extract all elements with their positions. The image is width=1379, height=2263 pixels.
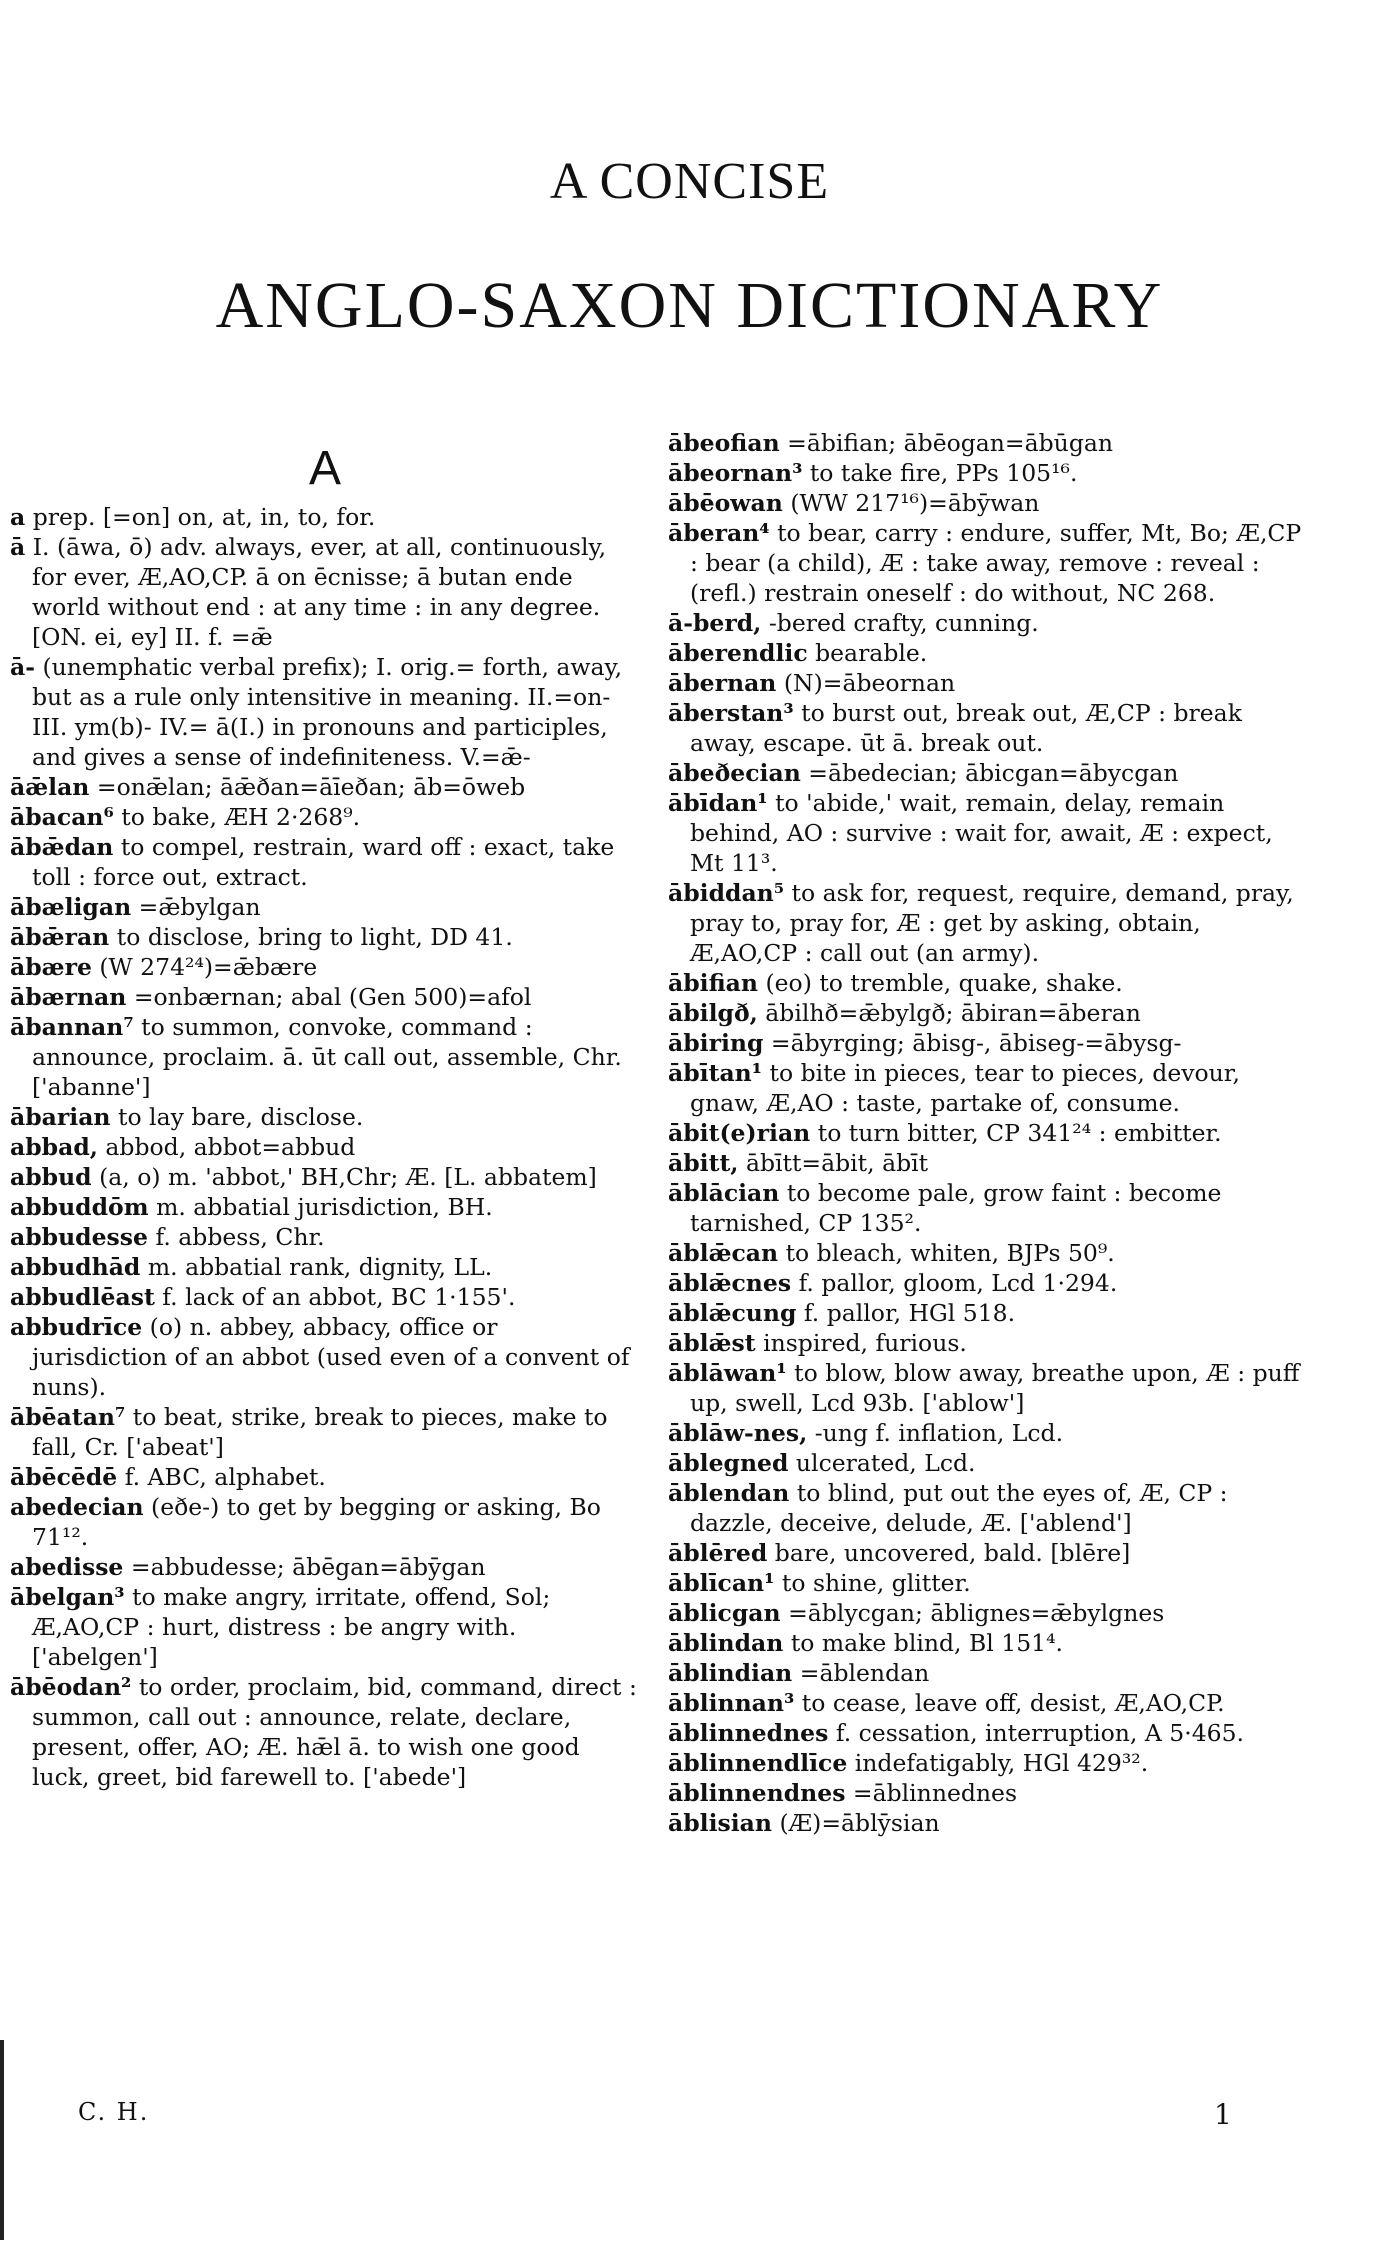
entry-headword: āblǣcung	[668, 1299, 797, 1327]
entry-definition: to blind, put out the eyes of, Æ, CP : dazzle, deceive, delude, Æ. ['ablend']	[690, 1479, 1228, 1537]
entry-definition: I. (āwa, ō) adv. always, ever, at all, continuously, for ever, Æ,AO,CP. ā on ēcnisse; ā butan ende world without end : at any time : in any degree. [ON. ei, ey] II. f. =ǣ	[32, 533, 607, 651]
entry-headword: ābēcēdē	[10, 1463, 118, 1491]
dictionary-entry	[668, 428, 1303, 458]
entry-definition: =ǣbylgan	[138, 893, 261, 921]
entry-headword: āblinnan³	[668, 1689, 795, 1717]
dictionary-entry	[668, 638, 1303, 668]
entry-headword: ābiddan⁵	[668, 879, 785, 907]
entry-headword: āblēred	[668, 1539, 768, 1567]
dictionary-entry	[10, 1282, 640, 1312]
entry-definition: (a, o) m. 'abbot,' BH,Chr; Æ. [L. abbatem]	[99, 1163, 597, 1191]
entry-definition: to compel, restrain, ward off : exact, take toll : force out, extract.	[32, 833, 615, 891]
entry-headword: abbudlēast	[10, 1283, 155, 1311]
entry-headword: ābilgð,	[668, 999, 758, 1027]
dictionary-entry	[668, 698, 1303, 758]
entry-definition: f. pallor, HGl 518.	[803, 1299, 1016, 1327]
dictionary-entry	[668, 1658, 1303, 1688]
entry-headword: āberendlic	[668, 639, 808, 667]
entry-definition: to order, proclaim, bid, command, direct : summon, call out : announce, relate, declare, present, offer, AO; Æ. hǣl ā. to wish one good luck, greet, bid farewell to. ['abede']	[32, 1673, 637, 1791]
entry-definition: prep. [=on] on, at, in, to, for.	[32, 503, 376, 531]
dictionary-entry	[10, 1012, 640, 1102]
entry-definition: f. ABC, alphabet.	[124, 1463, 326, 1491]
entry-definition: (eo) to tremble, quake, shake.	[765, 969, 1123, 997]
entry-definition: to ask for, request, require, demand, pray, pray to, pray for, Æ : get by asking, obtain, Æ,AO,CP : call out (an army).	[690, 879, 1294, 967]
entry-headword: āǣlan	[10, 773, 90, 801]
entry-headword: ābitt,	[668, 1149, 739, 1177]
entry-definition: f. cessation, interruption, A 5·465.	[835, 1719, 1245, 1747]
entry-headword: āblinnendlīce	[668, 1749, 848, 1777]
dictionary-entry	[10, 982, 640, 1012]
entry-headword: ābærnan	[10, 983, 127, 1011]
entry-headword: ā-	[10, 653, 35, 681]
entry-headword: āblindan	[668, 1629, 784, 1657]
entry-headword: ābīdan¹	[668, 789, 768, 817]
dictionary-entry	[668, 1238, 1303, 1268]
entry-definition: to shine, glitter.	[781, 1569, 971, 1597]
entry-headword: ābeofian	[668, 429, 780, 457]
entry-definition: (WW 217¹⁶)=ābȳwan	[790, 489, 1040, 517]
dictionary-entry	[10, 1492, 640, 1552]
entry-headword: āblegned	[668, 1449, 789, 1477]
entry-definition: to summon, convoke, command : announce, proclaim. ā. ūt call out, assemble, Chr. ['abanne']	[32, 1013, 622, 1101]
entry-headword: abbuddōm	[10, 1193, 149, 1221]
entry-definition: =āblendan	[799, 1659, 930, 1687]
entry-definition: (Æ)=āblȳsian	[779, 1809, 940, 1837]
dictionary-entry	[668, 1448, 1303, 1478]
entry-definition: (eðe-) to get by begging or asking, Bo 71¹².	[32, 1493, 601, 1551]
entry-definition: f. lack of an abbot, BC 1·155'.	[162, 1283, 516, 1311]
entry-definition: (o) n. abbey, abbacy, office or jurisdiction of an abbot (used even of a convent of nuns).	[32, 1313, 630, 1401]
entry-definition: to 'abide,' wait, remain, delay, remain behind, AO : survive : wait for, await, Æ : expect, Mt 11³.	[690, 789, 1273, 877]
dictionary-entry	[10, 832, 640, 892]
entry-headword: āblisian	[668, 1809, 772, 1837]
entry-definition: to bite in pieces, tear to pieces, devour, gnaw, Æ,AO : taste, partake of, consume.	[690, 1059, 1240, 1117]
dictionary-entry	[10, 1582, 640, 1672]
entry-definition: to beat, strike, break to pieces, make to fall, Cr. ['abeat']	[32, 1403, 608, 1461]
entry-definition: m. abbatial jurisdiction, BH.	[156, 1193, 493, 1221]
entry-headword: āblinnednes	[668, 1719, 829, 1747]
dictionary-entry	[668, 608, 1303, 638]
entry-headword: āberstan³	[668, 699, 794, 727]
dictionary-entry	[10, 1402, 640, 1462]
entry-headword: ābēowan	[668, 489, 783, 517]
entry-headword: ābǣran	[10, 923, 110, 951]
entry-headword: ā-berd,	[668, 609, 762, 637]
entry-definition: to bear, carry : endure, suffer, Mt, Bo; Æ,CP : bear (a child), Æ : take away, remove : reveal : (refl.) restrain oneself : do without, NC 268.	[690, 519, 1302, 607]
dictionary-entry	[10, 922, 640, 952]
page-binding-edge	[0, 2040, 4, 2240]
section-letter: A	[308, 442, 341, 495]
entry-definition: to cease, leave off, desist, Æ,AO,CP.	[801, 1689, 1225, 1717]
dictionary-entry	[668, 1538, 1303, 1568]
entry-headword: āblǣst	[668, 1329, 756, 1357]
dictionary-entry	[10, 1252, 640, 1282]
entry-definition: -bered crafty, cunning.	[768, 609, 1039, 637]
dictionary-entry	[668, 788, 1303, 878]
dictionary-entry	[10, 1552, 640, 1582]
dictionary-entry	[668, 1808, 1303, 1838]
entry-headword: ābære	[10, 953, 92, 981]
entry-definition: (unemphatic verbal prefix); I. orig.= forth, away, but as a rule only intensitive in meaning. II.=on- III. ym(b)- IV.= ā(I.) in pronouns and participles, and gives a sense of indefiniteness. V.=ǣ-	[32, 653, 623, 771]
dictionary-entry	[10, 1192, 640, 1222]
dictionary-entry	[668, 1598, 1303, 1628]
entry-headword: abbudhād	[10, 1253, 141, 1281]
entry-headword: ā	[10, 533, 26, 561]
entry-headword: abbud	[10, 1163, 92, 1191]
right-column	[668, 428, 1303, 1838]
dictionary-entry	[668, 758, 1303, 788]
entry-headword: ābelgan³	[10, 1583, 125, 1611]
entry-definition: abbod, abbot=abbud	[105, 1133, 356, 1161]
dictionary-entry	[10, 772, 640, 802]
title-line-2: ANGLO-SAXON DICTIONARY	[215, 269, 1164, 342]
entry-definition: f. abbess, Chr.	[155, 1223, 325, 1251]
dictionary-entry	[10, 1312, 640, 1402]
dictionary-entry	[10, 502, 640, 532]
dictionary-entry	[10, 532, 640, 652]
entry-definition: =onǣlan; āǣðan=āīeðan; āb=ōweb	[96, 773, 526, 801]
dictionary-entry	[668, 1748, 1303, 1778]
entry-headword: abbudesse	[10, 1223, 148, 1251]
entry-definition: to lay bare, disclose.	[118, 1103, 364, 1131]
entry-headword: a	[10, 503, 26, 531]
page-number: 1	[1214, 2098, 1232, 2131]
entry-definition: ābilhð=ǣbylgð; ābiran=āberan	[765, 999, 1141, 1027]
dictionary-entry	[668, 458, 1303, 488]
entry-headword: āblinnendnes	[668, 1779, 846, 1807]
entry-definition: =āblycgan; āblignes=ǣbylgnes	[788, 1599, 1165, 1627]
entry-headword: ābǣdan	[10, 833, 114, 861]
entry-headword: ābeornan³	[668, 459, 803, 487]
dictionary-entry	[668, 1328, 1303, 1358]
dictionary-entry	[668, 668, 1303, 698]
entry-headword: āblācian	[668, 1179, 780, 1207]
entry-definition: to make blind, Bl 151⁴.	[790, 1629, 1063, 1657]
dictionary-entry	[668, 968, 1303, 998]
entry-definition: to make angry, irritate, offend, Sol; Æ,AO,CP : hurt, distress : be angry with. ['abelgen']	[32, 1583, 551, 1671]
entry-definition: =abbudesse; ābēgan=ābȳgan	[130, 1553, 486, 1581]
entry-headword: ābannan⁷	[10, 1013, 134, 1041]
dictionary-entry	[668, 1628, 1303, 1658]
entry-definition: (W 274²⁴)=ǣbære	[99, 953, 318, 981]
dictionary-entry	[668, 1718, 1303, 1748]
entry-definition: f. pallor, gloom, Lcd 1·294.	[798, 1269, 1118, 1297]
entry-headword: ābit(e)rian	[668, 1119, 811, 1147]
entry-definition: (N)=ābeornan	[783, 669, 956, 697]
dictionary-entry	[668, 1178, 1303, 1238]
entry-definition: to blow, blow away, breathe upon, Æ : puff up, swell, Lcd 93b. ['ablow']	[690, 1359, 1300, 1417]
dictionary-entry	[668, 1418, 1303, 1448]
dictionary-entry	[10, 1462, 640, 1492]
dictionary-entry	[668, 1688, 1303, 1718]
entry-headword: āberan⁴	[668, 519, 770, 547]
entry-headword: āblāwan¹	[668, 1359, 787, 1387]
title-line-1: A CONCISE	[549, 153, 830, 210]
entry-definition: bearable.	[815, 639, 928, 667]
left-entries	[10, 502, 640, 1792]
dictionary-entry	[668, 1058, 1303, 1118]
dictionary-entry	[668, 878, 1303, 968]
dictionary-entry	[668, 1028, 1303, 1058]
dictionary-entry	[668, 1268, 1303, 1298]
dictionary-entry	[10, 652, 640, 772]
entry-headword: ābiring	[668, 1029, 764, 1057]
dictionary-entry	[668, 998, 1303, 1028]
entry-headword: āblicgan	[668, 1599, 781, 1627]
dictionary-entry	[10, 1162, 640, 1192]
dictionary-entry	[668, 1298, 1303, 1328]
dictionary-entry	[668, 1358, 1303, 1418]
entry-definition: m. abbatial rank, dignity, LL.	[147, 1253, 493, 1281]
entry-definition: to take fire, PPs 105¹⁶.	[809, 459, 1078, 487]
entry-definition: =āblinnednes	[852, 1779, 1018, 1807]
dictionary-entry	[668, 488, 1303, 518]
entry-definition: to bleach, whiten, BJPs 50⁹.	[785, 1239, 1115, 1267]
entry-definition: to turn bitter, CP 341²⁴ : embitter.	[817, 1119, 1222, 1147]
dictionary-entry	[668, 1478, 1303, 1538]
entry-headword: ābēodan²	[10, 1673, 132, 1701]
dictionary-entry	[668, 1568, 1303, 1598]
dictionary-entry	[10, 802, 640, 832]
entry-headword: abbudrīce	[10, 1313, 143, 1341]
entry-headword: ābernan	[668, 669, 777, 697]
entry-headword: abbad,	[10, 1133, 98, 1161]
dictionary-entry	[10, 952, 640, 982]
entry-headword: abedisse	[10, 1553, 124, 1581]
entry-definition: -ung f. inflation, Lcd.	[814, 1419, 1064, 1447]
left-column	[10, 428, 640, 1792]
dictionary-entry	[668, 1118, 1303, 1148]
dictionary-entry	[10, 1132, 640, 1162]
entry-headword: ābifian	[668, 969, 758, 997]
entry-definition: to burst out, break out, Æ,CP : break away, escape. ūt ā. break out.	[690, 699, 1242, 757]
entry-headword: ābæligan	[10, 893, 132, 921]
entry-headword: āblǣcnes	[668, 1269, 792, 1297]
entry-headword: ābītan¹	[668, 1059, 763, 1087]
entry-definition: bare, uncovered, bald. [blēre]	[774, 1539, 1131, 1567]
entry-definition: =ābifian; ābēogan=ābūgan	[787, 429, 1114, 457]
entry-definition: =ābedecian; ābicgan=ābycgan	[808, 759, 1179, 787]
entry-headword: ābacan⁶	[10, 803, 114, 831]
entry-headword: āblindian	[668, 1659, 793, 1687]
entry-headword: abedecian	[10, 1493, 144, 1521]
dictionary-entry	[668, 1778, 1303, 1808]
dictionary-entry	[10, 892, 640, 922]
entry-headword: ābeðecian	[668, 759, 801, 787]
entry-headword: āblāw-nes,	[668, 1419, 808, 1447]
entry-definition: =onbærnan; abal (Gen 500)=afol	[133, 983, 532, 1011]
entry-definition: =ābyrging; ābisg-, ābiseg-=ābysg-	[770, 1029, 1182, 1057]
entry-definition: ulcerated, Lcd.	[795, 1449, 976, 1477]
dictionary-entry	[10, 1102, 640, 1132]
entry-headword: āblǣcan	[668, 1239, 779, 1267]
entry-definition: to become pale, grow faint : become tarnished, CP 135².	[690, 1179, 1222, 1237]
entry-definition: to disclose, bring to light, DD 41.	[116, 923, 513, 951]
dictionary-entry	[10, 1672, 640, 1792]
entry-headword: āblendan	[668, 1479, 790, 1507]
dictionary-entry	[668, 1148, 1303, 1178]
dictionary-entry	[668, 518, 1303, 608]
entry-headword: āblīcan¹	[668, 1569, 775, 1597]
entry-definition: to bake, ÆH 2·268⁹.	[121, 803, 361, 831]
dictionary-entry	[10, 1222, 640, 1252]
entry-definition: inspired, furious.	[763, 1329, 967, 1357]
entry-headword: ābēatan⁷	[10, 1403, 126, 1431]
entry-definition: ābītt=ābit, ābīt	[745, 1149, 929, 1177]
signature-mark: C. H.	[78, 2098, 150, 2126]
right-entries	[668, 428, 1303, 1838]
entry-definition: indefatigably, HGl 429³².	[854, 1749, 1149, 1777]
entry-headword: ābarian	[10, 1103, 111, 1131]
